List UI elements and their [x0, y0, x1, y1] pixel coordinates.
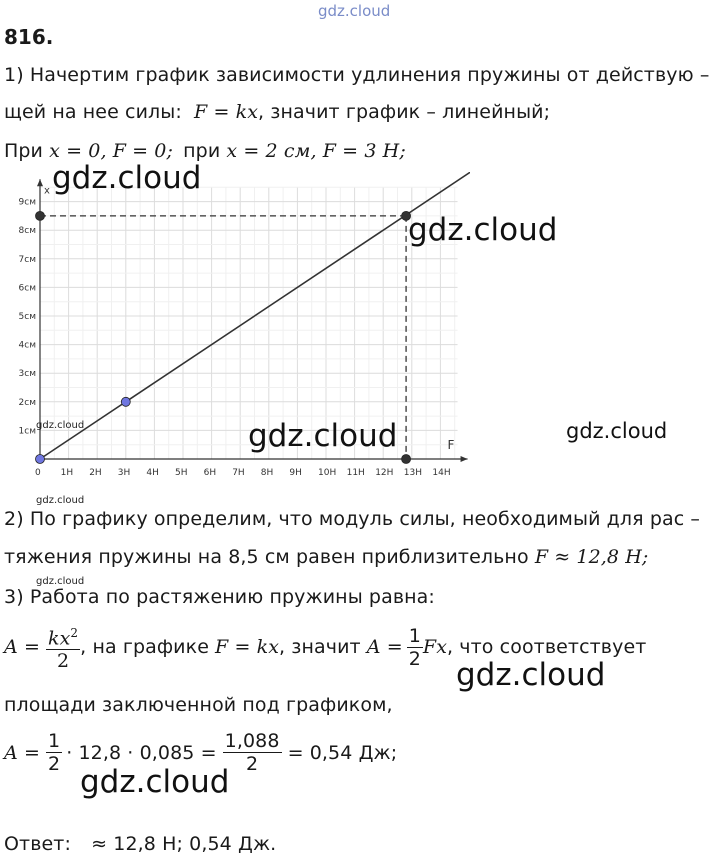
text-line-5-a: тяжения пружины на 8,5 см равен приблизительно: [4, 546, 529, 568]
x-tick-label: 6Н: [203, 468, 217, 478]
y-axis-arrow: [37, 179, 43, 186]
watermark-bottom: gdz.cloud: [80, 764, 230, 800]
text-line-3-b: x = 0, F = 0;: [49, 140, 173, 162]
data-point: [402, 455, 411, 464]
text-line-5: [4, 546, 648, 568]
answer-text: ≈ 12,8 Н; 0,54 Дж.: [91, 833, 277, 855]
x-tick-label: 5Н: [175, 468, 188, 478]
text-line-2-a: щей на нее силы:: [4, 101, 182, 123]
calc-fraction-numerator: 1,088: [224, 730, 280, 752]
text-line-2: [4, 101, 550, 123]
watermark-small-1: gdz.cloud: [36, 495, 85, 506]
work-numerator: kx: [47, 627, 71, 650]
answer-label: Ответ:: [4, 833, 71, 855]
y-tick-label: 8см: [18, 226, 36, 237]
x-tick-label: 2Н: [89, 468, 102, 478]
x-tick-label: 3Н: [117, 468, 131, 478]
x-tick-label: 9Н: [289, 468, 302, 478]
x-tick-label: 8Н: [260, 468, 274, 478]
calc-mid: · 12,8 · 0,085 =: [66, 741, 217, 764]
text-line-3-c: при: [183, 140, 221, 162]
x-tick-label: 10Н: [318, 468, 337, 478]
x-tick-label: 1Н: [60, 468, 74, 478]
watermark-right: gdz.cloud: [566, 419, 668, 443]
y-tick-label: 2см: [18, 397, 36, 408]
calc-fraction-denominator: 2: [246, 753, 259, 775]
text-line-2-b: , значит график – линейный;: [258, 101, 551, 123]
x-tick-label: 11Н: [346, 468, 365, 478]
text-line-3-d: x = 2 см, F = 3 Н;: [226, 140, 406, 162]
half-fraction: [407, 625, 423, 670]
work-mid-2: F = kx: [215, 636, 280, 659]
x-axis-label: F: [447, 438, 455, 452]
text-line-4: 2) По графику определим, что модуль силы, необходимый для рас –: [4, 508, 701, 530]
work-lhs: A =: [4, 636, 40, 659]
y-tick-label: 1см: [18, 426, 36, 437]
work-exponent: 2: [70, 626, 79, 640]
y-tick-label: 5см: [18, 312, 36, 322]
half-denominator: 2: [408, 647, 421, 670]
calc-half-fraction: [46, 730, 62, 775]
watermark-small-2: gdz.cloud: [36, 576, 85, 587]
work-fraction: [46, 622, 80, 672]
y-tick-label: 9см: [18, 197, 36, 208]
x-tick-label: 0: [35, 468, 41, 478]
half-numerator: 1: [408, 624, 421, 647]
data-point: [121, 397, 130, 406]
calc-fraction: [223, 730, 282, 775]
x-tick-label: 7Н: [232, 468, 245, 478]
watermark-chart-small: gdz.cloud: [36, 420, 85, 431]
y-tick-label: 3см: [18, 369, 36, 380]
answer-line: [4, 833, 276, 855]
y-tick-label: 6см: [18, 283, 36, 294]
work-tail: Fx: [422, 636, 448, 659]
work-mid-3: , значит: [279, 636, 361, 659]
text-line-5-b: F ≈ 12,8 Н;: [534, 546, 649, 568]
problem-number: 816.: [4, 25, 54, 49]
y-tick-label: 4см: [18, 340, 36, 351]
x-tick-label: 14Н: [432, 468, 451, 478]
work-mid-4: A =: [366, 636, 403, 659]
calc-half-denominator: 2: [47, 753, 61, 775]
x-tick-label: 13Н: [403, 468, 423, 478]
x-tick-label: 12Н: [375, 468, 394, 478]
calc-end: = 0,54 Дж;: [287, 741, 398, 764]
force-extension-chart: [0, 172, 470, 482]
y-axis-label: x: [44, 185, 50, 197]
formula-f-kx: F = kx: [194, 101, 259, 123]
watermark-chart-top-right: gdz.cloud: [408, 212, 558, 248]
text-line-6: 3) Работа по растяжению пружины равна:: [4, 586, 435, 608]
watermark-chart-top-left: gdz.cloud: [52, 160, 202, 196]
work-end: , что соответствует: [447, 636, 647, 659]
data-point: [36, 211, 45, 220]
watermark-chart-middle: gdz.cloud: [248, 418, 398, 454]
y-tick-label: 7см: [18, 254, 36, 265]
text-line-8: площади заключенной под графиком,: [4, 694, 393, 716]
calc-half-numerator: 1: [47, 730, 61, 752]
watermark-mid-right: gdz.cloud: [456, 657, 606, 693]
work-mid-1: , на графике: [80, 636, 210, 659]
text-line-1: 1) Начертим график зависимости удлинения пружины от действую –: [4, 64, 710, 86]
work-denominator: 2: [56, 650, 70, 673]
text-line-3-a: При: [4, 140, 43, 162]
data-point: [36, 455, 45, 464]
x-axis-arrow: [461, 456, 468, 462]
text-line-3: [4, 140, 406, 162]
calc-lhs: A =: [4, 741, 40, 764]
x-tick-label: 4Н: [146, 468, 159, 478]
watermark-top: gdz.cloud: [318, 2, 391, 20]
